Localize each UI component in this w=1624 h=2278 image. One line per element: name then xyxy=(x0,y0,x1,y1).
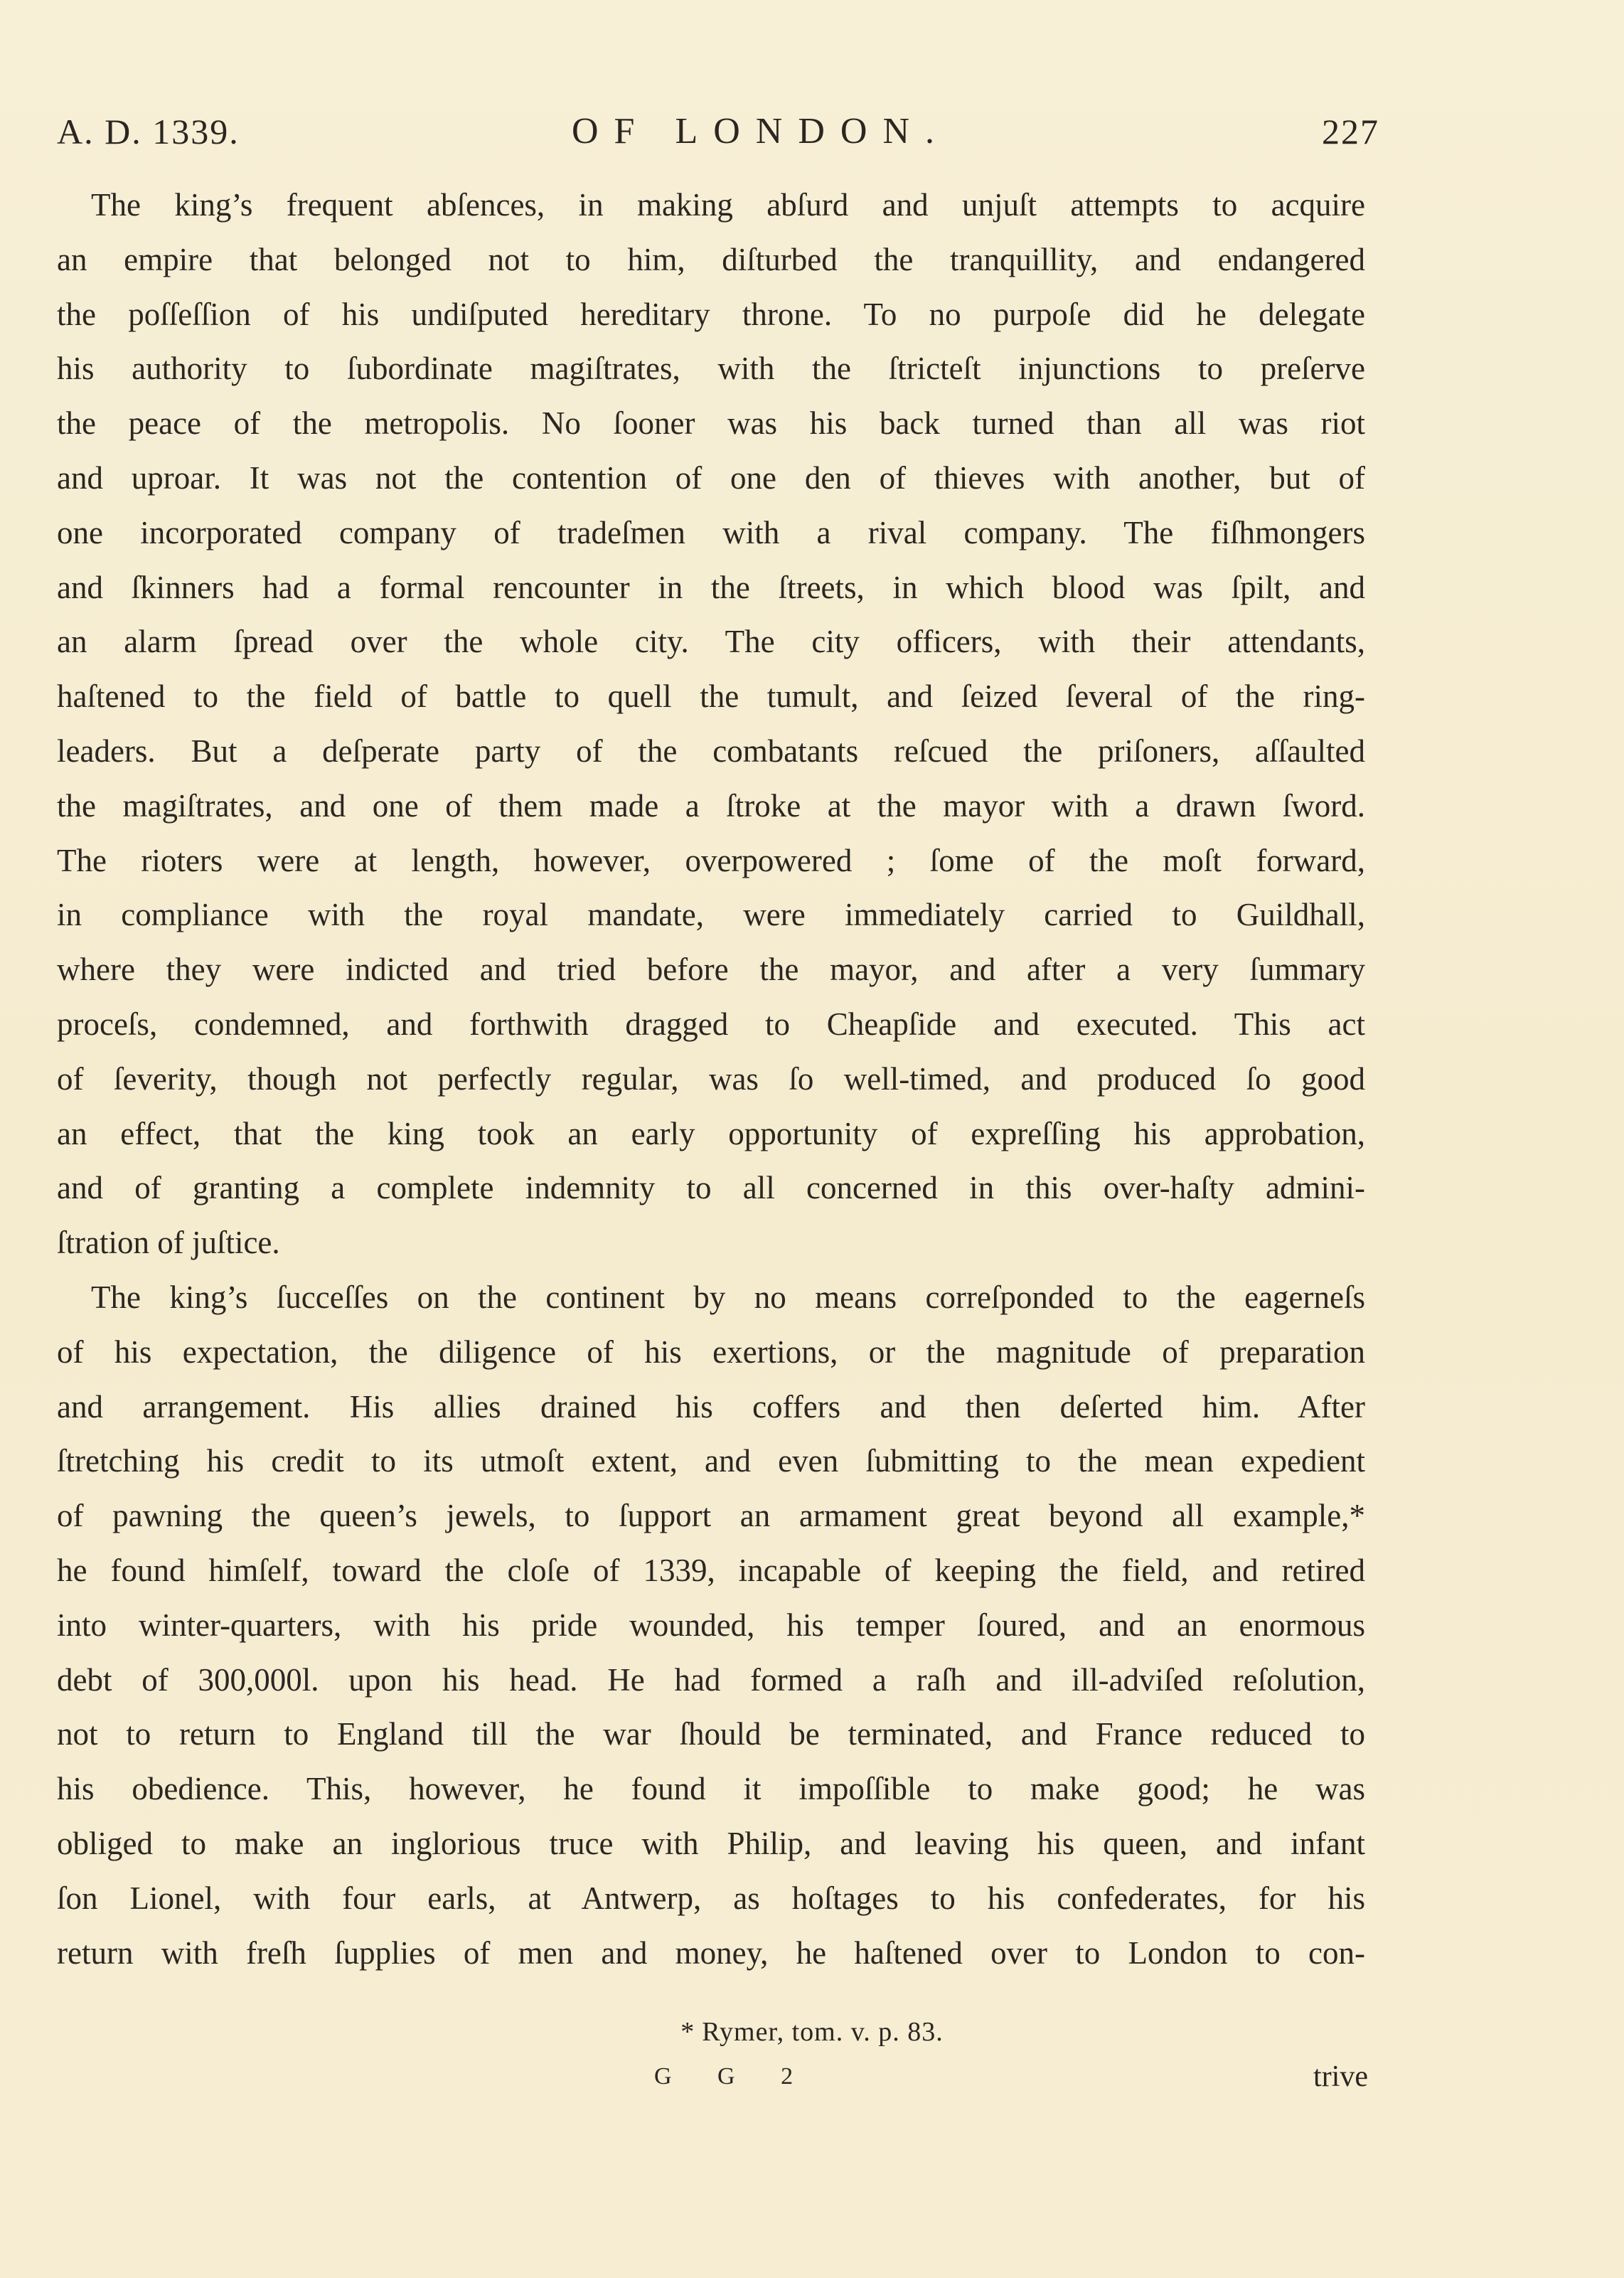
text-line: leaders. But a deſperate party of the combatants reſcued the priſoners, aſſaulted xyxy=(57,733,1365,769)
catchword: trive xyxy=(1313,2060,1368,2093)
header-title: OF LONDON. xyxy=(572,111,950,151)
text-line: he found himſelf, toward the cloſe of 1339, incapable of keeping the field, and retired xyxy=(57,1552,1365,1588)
text-line: proceſs, condemned, and forthwith dragged to Cheapſide and executed. This act xyxy=(57,1006,1365,1042)
text-line: of ſeverity, though not perfectly regular, was ſo well-timed, and produced ſo good xyxy=(57,1060,1365,1097)
text-line: haſtened to the field of battle to quell the tumult, and ſeized ſeveral of the ring- xyxy=(57,678,1365,715)
text-line: The rioters were at length, however, overpowered ; ſome of the moſt forward, xyxy=(57,842,1365,878)
text-line: one incorporated company of tradeſmen with a rival company. The fiſhmongers xyxy=(57,514,1365,550)
signature-mark: G G 2 xyxy=(654,2063,813,2090)
text-line: where they were indicted and tried before the mayor, and after a very ſummary xyxy=(57,952,1365,988)
text-line: debt of 300,000l. upon his head. He had formed a raſh and ill-adviſed reſolution, xyxy=(57,1661,1365,1698)
footnote-text: Rymer, tom. v. p. 83. xyxy=(702,2017,944,2047)
text-line: in compliance with the royal mandate, were immediately carried to Guildhall, xyxy=(57,897,1365,933)
text-line: the magiſtrates, and one of them made a ſtroke at the mayor with a drawn ſword. xyxy=(57,787,1365,824)
text-line: an empire that belonged not to him, diſturbed the tranquillity, and endangered xyxy=(57,241,1365,277)
footnote-mark: * xyxy=(680,2017,695,2047)
text-line: and ſkinners had a formal rencounter in the ſtreets, in which blood was ſpilt, and xyxy=(57,569,1365,605)
text-line: ſtretching his credit to its utmoſt extent, and even ſubmitting to the mean expedient xyxy=(57,1443,1365,1479)
text-line: The king’s frequent abſences, in making abſurd and unjuſt attempts to acquire xyxy=(91,187,1365,223)
text-line: ſtration of juſtice. xyxy=(57,1225,280,1261)
text-line: and of granting a complete indemnity to all concerned in this over-haſty admini- xyxy=(57,1170,1365,1206)
text-line: the peace of the metropolis. No ſooner was his back turned than all was riot xyxy=(57,405,1365,442)
text-line: his authority to ſubordinate magiſtrates, with the ſtricteſt injunctions to preſerve xyxy=(57,351,1365,387)
text-line: not to return to England till the war ſhould be terminated, and France reduced to xyxy=(57,1716,1365,1752)
text-line: of pawning the queen’s jewels, to ſupport an armament great beyond all example,* xyxy=(57,1498,1365,1534)
footnote xyxy=(0,2014,1624,2050)
text-line: and arrangement. His allies drained his coffers and then deſerted him. After xyxy=(57,1388,1365,1425)
text-line: his obedience. This, however, he found it impoſſible to make good; he was xyxy=(57,1771,1365,1807)
text-line: and uproar. It was not the contention of one den of thieves with another, but of xyxy=(57,459,1365,496)
page-number: 227 xyxy=(1322,112,1379,151)
header-year: A. D. 1339. xyxy=(57,112,240,151)
text-line: an alarm ſpread over the whole city. The city officers, with their attendants, xyxy=(57,624,1365,660)
body-text xyxy=(57,178,1365,1980)
text-line: obliged to make an inglorious truce with Philip, and leaving his queen, and infant xyxy=(57,1825,1365,1861)
text-line: into winter-quarters, with his pride wounded, his temper ſoured, and an enormous xyxy=(57,1607,1365,1643)
text-line: an effect, that the king took an early opportunity of expreſſing his approbation, xyxy=(57,1115,1365,1151)
text-line: of his expectation, the diligence of his exertions, or the magnitude of preparation xyxy=(57,1334,1365,1370)
text-line: return with freſh ſupplies of men and money, he haſtened over to London to con- xyxy=(57,1934,1365,1971)
text-line: The king’s ſucceſſes on the continent by no means correſponded to the eagerneſs xyxy=(91,1279,1365,1315)
running-header xyxy=(57,107,1379,156)
text-line: the poſſeſſion of his undiſputed hereditary throne. To no purpoſe did he delegate xyxy=(57,296,1365,332)
text-line: ſon Lionel, with four earls, at Antwerp, as hoſtages to his confederates, for his xyxy=(57,1880,1365,1916)
